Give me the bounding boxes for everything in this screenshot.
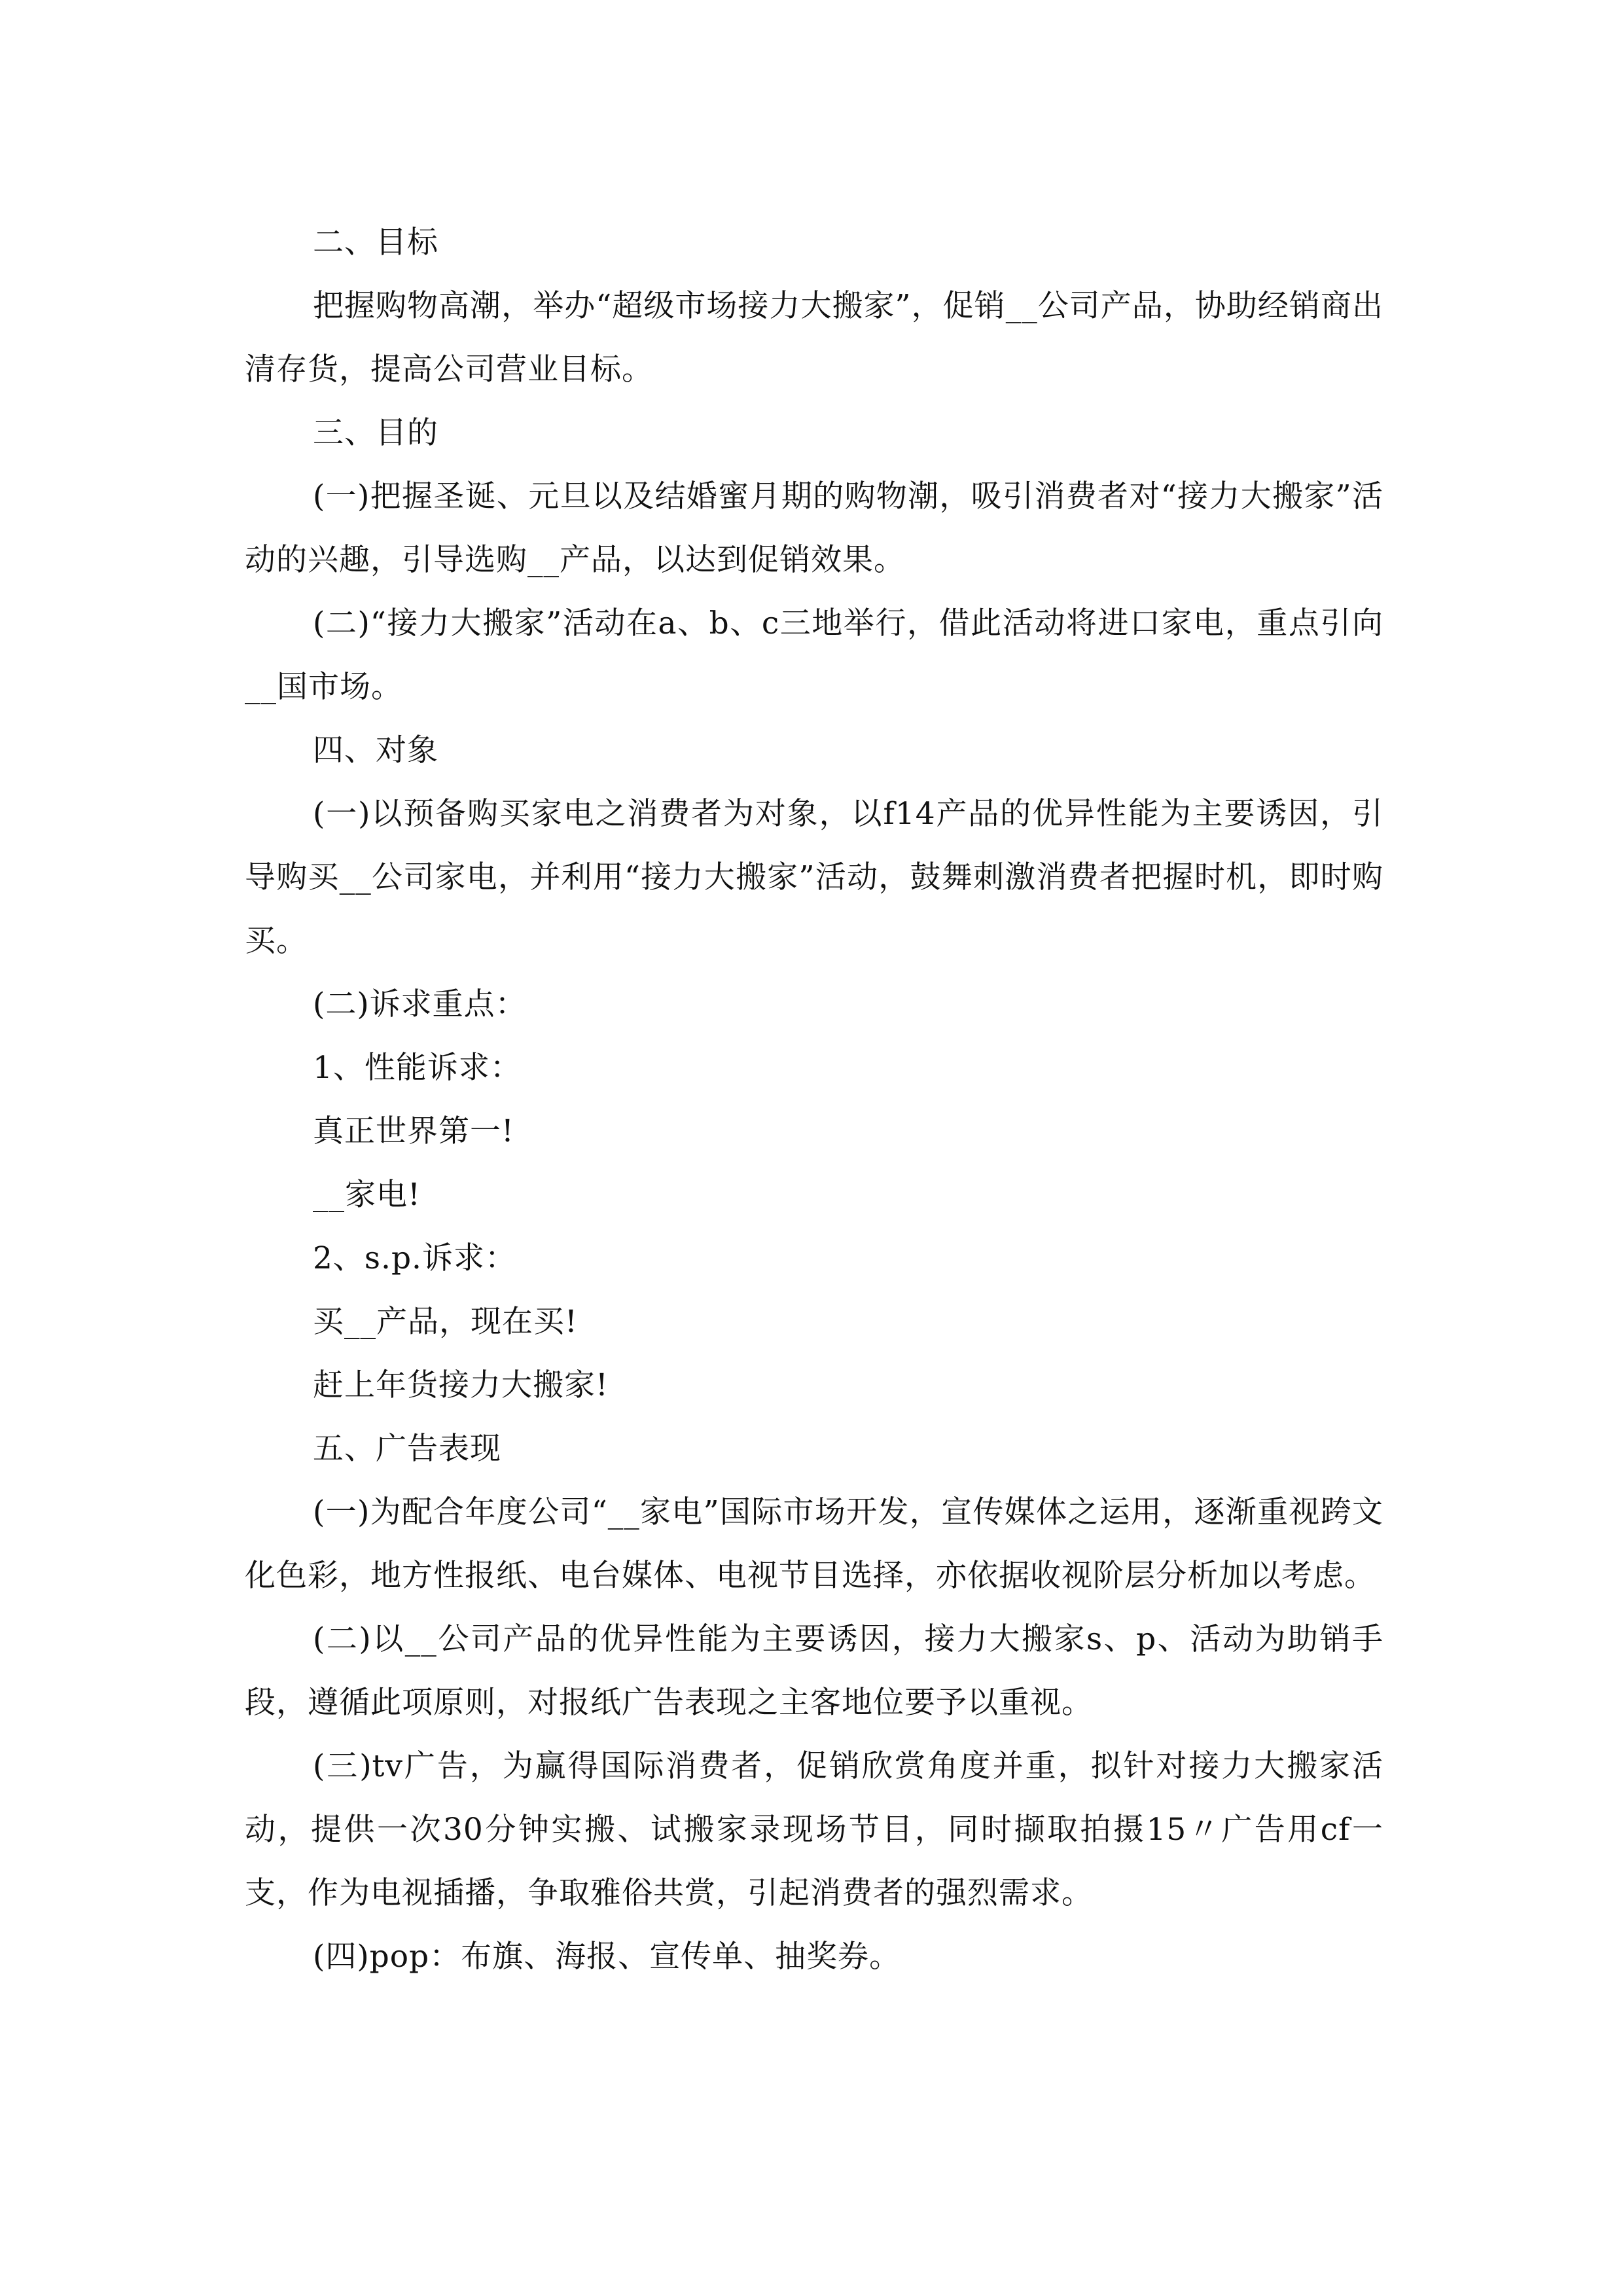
paragraph-target-2: (二)诉求重点： xyxy=(313,986,527,1022)
list-item-sp: 2、s.p.诉求： xyxy=(313,1240,516,1276)
paragraph-purpose-1: (一)把握圣诞、元旦以及结婚蜜月期的购物潮，吸引消费者对“接力大搬家”活动的兴趣，引导选购__产品，以达到促销效果。 xyxy=(245,478,1383,578)
slogan-line-3: 买__产品，现在买! xyxy=(313,1304,578,1340)
slogan-line-4: 赶上年货接力大搬家! xyxy=(313,1367,609,1403)
slogan-line-2: __家电! xyxy=(313,1177,421,1213)
paragraph-advertising-3: (三)tv广告，为赢得国际消费者，促销欣赏角度并重，拟针对接力大搬家活动，提供一次30分钟实搬、试搬家录现场节目，同时撷取拍摄15〃广告用cf一支，作为电视插播，争取雅俗共赏，引起消费者的强烈需求。 xyxy=(245,1748,1383,1911)
section-heading-target: 四、对象 xyxy=(313,732,438,768)
section-heading-purpose: 三、目的 xyxy=(313,415,438,451)
section-heading-advertising: 五、广告表现 xyxy=(313,1431,501,1467)
paragraph-purpose-2: (二)“接力大搬家”活动在a、b、c三地举行，借此活动将进口家电，重点引向__国市场。 xyxy=(245,605,1383,705)
paragraph-target-1: (一)以预备购买家电之消费者为对象，以f14产品的优异性能为主要诱因，引导购买__公司家电，并利用“接力大搬家”活动，鼓舞刺激消费者把握时机，即时购买。 xyxy=(245,796,1383,959)
paragraph-goal: 把握购物高潮，举办“超级市场接力大搬家”，促销__公司产品，协助经销商出清存货，提高公司营业目标。 xyxy=(245,288,1383,387)
slogan-line-1: 真正世界第一! xyxy=(313,1113,514,1149)
list-item-performance: 1、性能诉求： xyxy=(313,1050,522,1086)
document-body xyxy=(245,211,1383,1988)
paragraph-advertising-2: (二)以__公司产品的优异性能为主要诱因，接力大搬家s、p、活动为助销手段，遵循此项原则，对报纸广告表现之主客地位要予以重视。 xyxy=(245,1621,1383,1721)
paragraph-advertising-4: (四)pop：布旗、海报、宣传单、抽奖券。 xyxy=(313,1939,901,1975)
paragraph-advertising-1: (一)为配合年度公司“__家电”国际市场开发，宣传媒体之运用，逐渐重视跨文化色彩，地方性报纸、电台媒体、电视节目选择，亦依据收视阶层分析加以考虑。 xyxy=(245,1494,1383,1594)
section-heading-goal: 二、目标 xyxy=(313,224,438,260)
